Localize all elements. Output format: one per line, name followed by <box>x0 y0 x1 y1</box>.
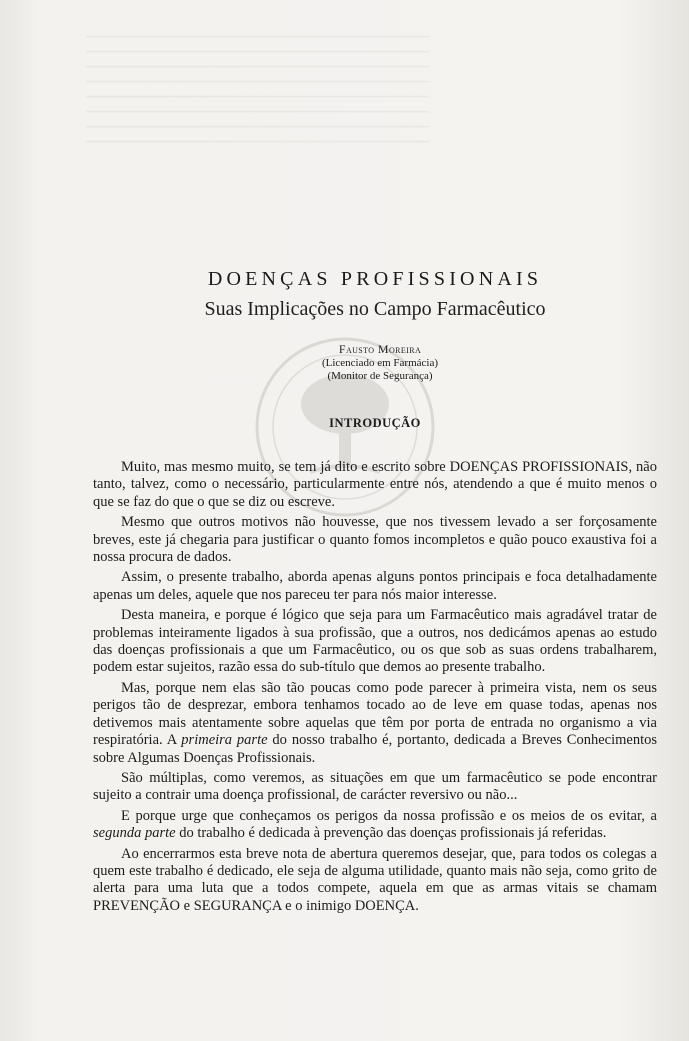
body-paragraph: Ao encerrarmos esta breve nota de abertura queremos desejar, que, para todos os colegas a quem este trabalho é dedicado, ele seja de alguma utilidade, quanto mais não seja, como grito de alerta para uma luta que a todos compete, aquela em que as armas vitais se chamam PREVENÇÃO e SEGURANÇA e o inimigo DOENÇA. <box>93 845 657 914</box>
reverse-side-bleed: ──────────────────────────────────────────── ──────────────────────────────────────────── ──────────────────────────────────────────── ──────────────────────────────────────────── ──────────────────────────────────────────── ──────────────────────────────────────────── ──────────────────────────────────────────── ──────────────────────────────────────────── <box>86 31 429 148</box>
body-paragraph: Mas, porque nem elas são tão poucas como pode parecer à primeira vista, nem os seus perigos tão de desprezar, embora tenhamos tocado ao de leve em quase todas, apenas nos detivemos mais atentamente sobre aquelas que têm por porta de entrada no organismo a via respiratória. A primeira parte do nosso trabalho é, portanto, dedicada a Breves Conhecimentos sobre Algumas Doenças Profissionais. <box>93 679 657 766</box>
article-title: DOENÇAS PROFISSIONAIS <box>207 268 543 290</box>
body-paragraph: Mesmo que outros motivos não houvesse, que nos tivessem levado a ser forçosamente breves, este já chegaria para justificar o quanto fomos incompletos e quão pouco exaustiva foi a nossa procura de dados. <box>93 514 657 566</box>
author-block <box>300 343 460 384</box>
author-credential: (Licenciado em Farmácia) <box>321 356 439 369</box>
body-paragraph: Desta maneira, e porque é lógico que seja para um Farmacêutico mais agradável tratar de problemas inteiramente ligados à sua profissão, que a outros, nos dedicámos apenas ao estudo das doenças profissionais a que um Farmacêutico, ou os que sob as suas ordens trabalharem, podem estar sujeitos, razão essa do sub-título que demos ao presente trabalho. <box>93 607 657 676</box>
article-body <box>93 459 657 918</box>
body-paragraph: Assim, o presente trabalho, aborda apenas alguns pontos principais e foca detalhadamente apenas um deles, aquele que nos pareceu ter para nós maior interesse. <box>93 569 657 603</box>
body-paragraph: São múltiplas, como veremos, as situações em que um farmacêutico se pode encontrar sujeito a contrair uma doença profissional, de carácter reversivo ou não... <box>93 769 657 804</box>
author-name: Fausto Moreira <box>338 342 422 356</box>
section-heading: INTRODUÇÃO <box>329 416 421 430</box>
article-subtitle: Suas Implicações no Campo Farmacêutico <box>204 298 546 320</box>
body-paragraph: E porque urge que conheçamos os perigos da nossa profissão e os meios de os evitar, a segunda parte do trabalho é dedicada à prevenção das doenças profissionais já referidas. <box>93 807 657 842</box>
author-role: (Monitor de Segurança) <box>327 370 433 382</box>
body-paragraph: Muito, mas mesmo muito, se tem já dito e escrito sobre DOENÇAS PROFISSIONAIS, não tanto, talvez, como o necessário, particularmente entre nós, atendendo a que é muito menos o que se faz do que o que se diz ou escreve. <box>93 459 657 510</box>
